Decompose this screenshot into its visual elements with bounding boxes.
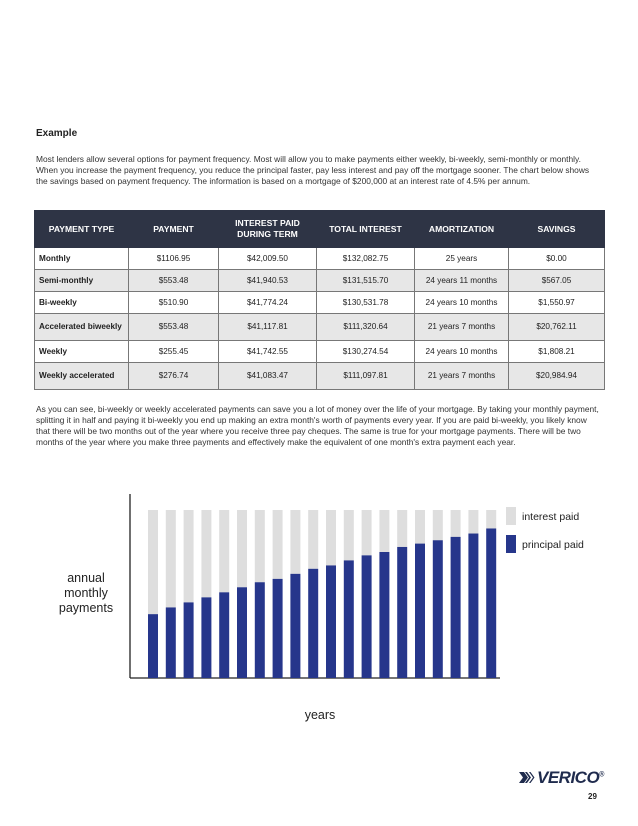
table-row [35,314,605,341]
cell-interest-paid: $41,117.81 [219,314,317,341]
bar-principal-paid [468,534,478,678]
cell-savings: $20,762.11 [509,314,605,341]
legend-swatch [506,535,516,553]
cell-payment: $1106.95 [129,248,219,270]
header-total-interest: TOTAL INTEREST [317,211,415,248]
cell-amortization: 21 years 7 months [415,363,509,390]
bar-interest-paid [433,510,443,540]
cell-payment: $255.45 [129,341,219,363]
bar-principal-paid [362,555,372,678]
cell-amortization: 21 years 7 months [415,314,509,341]
bar-principal-paid [273,579,283,678]
bar-interest-paid [201,510,211,597]
payment-frequency-table [34,210,605,390]
bar-principal-paid [326,565,336,678]
cell-total-interest: $131,515.70 [317,270,415,292]
bar-principal-paid [415,544,425,678]
header-payment: PAYMENT [129,211,219,248]
y-axis-label: payments [58,601,114,615]
cell-interest-paid: $41,774.24 [219,292,317,314]
cell-type: Monthly [35,248,129,270]
cell-total-interest: $130,274.54 [317,341,415,363]
cell-savings: $0.00 [509,248,605,270]
bar-interest-paid [486,510,496,528]
cell-savings: $1,808.21 [509,341,605,363]
intro-paragraph: Most lenders allow several options for payment frequency. Most will allow you to make payments either weekly, bi-weekly, semi-monthly or monthly. When you increase the payment frequency, you reduce the principal faster, pay less interest and pay off the mortgage sooner. The chart below shows the savings based on payment frequency. The information is based on a mortgage of $200,000 at an interest rate of 4.5% per annum. [36,154,590,186]
bar-principal-paid [290,574,300,678]
x-axis-label: years [304,708,336,722]
table-row [35,270,605,292]
cell-interest-paid: $42,009.50 [219,248,317,270]
bar-principal-paid [397,547,407,678]
table-header-row [35,211,605,248]
cell-interest-paid: $41,940.53 [219,270,317,292]
bar-principal-paid [486,528,496,678]
bar-interest-paid [415,510,425,544]
bar-principal-paid [433,540,443,678]
cell-total-interest: $111,097.81 [317,363,415,390]
payment-savings-chart [0,490,638,730]
bar-principal-paid [344,560,354,678]
cell-amortization: 24 years 11 months [415,270,509,292]
bar-principal-paid [219,592,229,678]
bar-interest-paid [468,510,478,534]
legend-label: interest paid [522,511,580,523]
cell-amortization: 25 years [415,248,509,270]
bar-principal-paid [184,602,194,678]
bar-interest-paid [219,510,229,592]
cell-interest-paid: $41,742.55 [219,341,317,363]
cell-interest-paid: $41,083.47 [219,363,317,390]
bar-interest-paid [184,510,194,602]
bar-principal-paid [451,537,461,678]
cell-payment: $553.48 [129,270,219,292]
table-row [35,341,605,363]
cell-type: Weekly accelerated [35,363,129,390]
logo-stripes-icon [518,769,536,789]
table-row [35,363,605,390]
outro-paragraph: As you can see, bi-weekly or weekly accelerated payments can save you a lot of money over the life of your mortgage. By taking your monthly payment, splitting it in half and paying it bi-weekly you end up making an extra month's worth of payments every year. If you are paid bi-weekly, you likely know that there will be two months out of the year where you receive three pay cheques. The same is true for your mortgage payments. There will be two months of the year where you make three payments and effectively make the equivalent of one month's extra payment each year. [36,404,599,447]
table-row [35,248,605,270]
header-payment-type: PAYMENT TYPE [35,211,129,248]
cell-savings: $20,984.94 [509,363,605,390]
bar-principal-paid [255,582,265,678]
header-interest-paid: INTEREST PAID DURING TERM [219,211,317,248]
cell-total-interest: $111,320.64 [317,314,415,341]
bar-interest-paid [148,510,158,614]
cell-total-interest: $132,082.75 [317,248,415,270]
cell-amortization: 24 years 10 months [415,292,509,314]
cell-type: Bi-weekly [35,292,129,314]
cell-type: Weekly [35,341,129,363]
y-axis-label: annual [67,571,105,585]
bar-interest-paid [397,510,407,547]
cell-savings: $567.05 [509,270,605,292]
bar-interest-paid [451,510,461,537]
cell-total-interest: $130,531.78 [317,292,415,314]
logo-trademark: ® [599,771,604,779]
bar-interest-paid [237,510,247,587]
bar-interest-paid [344,510,354,560]
cell-type: Accelerated biweekly [35,314,129,341]
bar-interest-paid [326,510,336,565]
bar-interest-paid [273,510,283,579]
bar-principal-paid [166,607,176,678]
y-axis-label: monthly [64,586,108,600]
bar-principal-paid [201,597,211,678]
cell-payment: $553.48 [129,314,219,341]
logo-text: VERICO [537,768,600,787]
bar-principal-paid [148,614,158,678]
bar-interest-paid [308,510,318,569]
bar-interest-paid [166,510,176,607]
legend-label: principal paid [522,539,584,551]
cell-payment: $510.90 [129,292,219,314]
bar-principal-paid [308,569,318,678]
example-heading: Example [36,128,78,139]
bar-principal-paid [237,587,247,678]
bar-interest-paid [255,510,265,582]
bar-principal-paid [379,552,389,678]
header-amortization: AMORTIZATION [415,211,509,248]
cell-savings: $1,550.97 [509,292,605,314]
page-number: 29 [588,792,597,801]
legend-swatch [506,507,516,525]
cell-payment: $276.74 [129,363,219,390]
table-row [35,292,605,314]
bar-interest-paid [379,510,389,552]
cell-amortization: 24 years 10 months [415,341,509,363]
verico-logo [518,768,604,789]
bar-interest-paid [290,510,300,574]
header-savings: SAVINGS [509,211,605,248]
cell-type: Semi-monthly [35,270,129,292]
bar-interest-paid [362,510,372,555]
